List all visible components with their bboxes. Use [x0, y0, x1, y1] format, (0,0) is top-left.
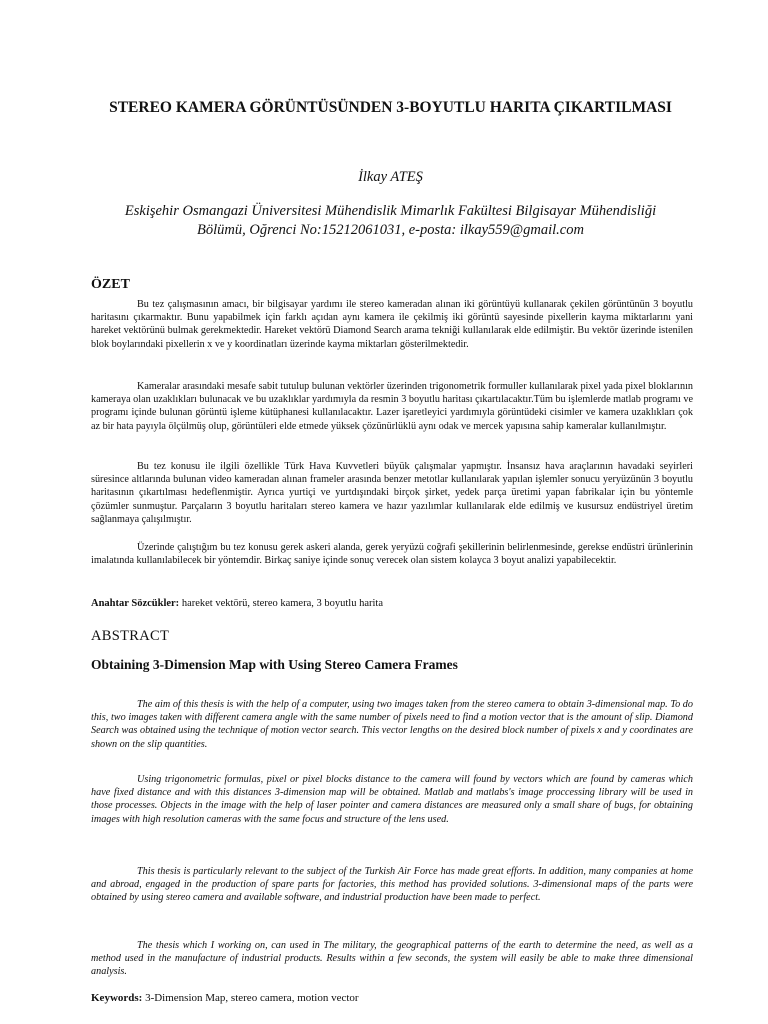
ozet-paragraph-4: Üzerinde çalıştığım bu tez konusu gerek askeri alanda, gerek yeryüzü coğrafi şekillerinin belirlenmesinde, gerekse endüstri ürünlerinin imalatında kullanılabilecek bir yöntemdir. Birkaç saniye içinde sonuç verecek olan sistem kolayca 3 boyut analizi yapabilecektir. [91, 542, 693, 567]
ozet-heading: ÖZET [91, 277, 130, 292]
ozet-paragraph-1: Bu tez çalışmasının amacı, bir bilgisayar yardımı ile stereo kameradan alınan iki görüntüyü kullanarak çekilen görüntünün 3 boyutlu haritasını çıkarmaktır. Bunu yapabilmek için farklı açıdan aynı kamera ile çekilmiş iki görüntü sayesinde pixellerin kayma miktarlarını yani hareket vektörünü bulmak gerekmektedir. Hareket vektörü Diamond Search arama tekniği kullanılarak elde edilmiştir. Bu vektör üzerinde istenilen blok boylarındaki pixellerin x ve y koordinatları üzerinde kayma miktarları gösterilmektedir. [91, 299, 693, 350]
abstract-paragraph-2: Using trigonometric formulas, pixel or pixel blocks distance to the camera will found by vectors which are found by cameras which have fixed distance and with this distances 3-dimension map will be obtained. Matlab and matlabs's image proccessing library will be used in those processes. Objects in the image with the help of laser pointer and camera distances are measured only a small share of bugs, for obtaining images with high resolution cameras with the same focus and structure of the lens used. [91, 774, 693, 825]
paper-title: STEREO KAMERA GÖRÜNTÜSÜNDEN 3-BOYUTLU HARITA ÇIKARTILMASI [109, 99, 672, 116]
ozet-keywords-label: Anahtar Sözcükler: [91, 598, 180, 609]
abstract-keywords-label: Keywords: [91, 992, 143, 1004]
abstract-heading: ABSTRACT [91, 628, 170, 644]
abstract-keywords [91, 992, 359, 1004]
ozet-keywords [91, 598, 383, 609]
author-affiliation [88, 202, 693, 240]
abstract-keywords-text: 3-Dimension Map, stereo camera, motion vector [145, 992, 359, 1004]
abstract-subtitle: Obtaining 3-Dimension Map with Using Stereo Camera Frames [91, 657, 458, 672]
ozet-paragraph-2: Kameralar arasındaki mesafe sabit tutulup bulunan vektörler üzerinden trigonometrik formuller kullanılarak pixel yada pixel bloklarının kameraya olan uzaklıkları bulunacak ve bu uzaklıklar yardımıyla da resmin 3 boyutlu haritası çıkartılacaktır.Tüm bu işlemlerde matlab programı ve programı içinde bulunan görüntü işleme kütüphanesi kullanılacaktır. Lazer işaretleyici yardımıyla görüntüdeki cisimler ve kamera uzaklıkları çok az bir hata payıyla ölçülmüş olup, görüntüleri elde etmede yüksek çözünürlüklü aynı odak ve mercek yapısına sahip kameralar kullanılmıştır. [91, 381, 693, 432]
abstract-paragraph-3: This thesis is particularly relevant to the subject of the Turkish Air Force has made great efforts. In addition, many companies at home and abroad, engaged in the production of spare parts for factories, this method has provided solutions. 3-dimensional maps of the parts were obtained by using stereo camera and available software, and industrial production have been made to perfect. [91, 866, 693, 904]
abstract-paragraph-1: The aim of this thesis is with the help of a computer, using two images taken from the stereo camera to obtain 3-dimensional map. To do this, two images taken with different camera angle with the same number of pixels need to find a motion vector that is the amount of slip. Diamond Search was obtained using the technique of motion vector search. This vector lengths on the desired block number of pixels x and y coordinates are shown on the slip quantities. [91, 699, 693, 750]
ozet-paragraph-3: Bu tez konusu ile ilgili özellikle Türk Hava Kuvvetleri büyük çalışmalar yapmıştır. İnsansız hava araçlarının havadaki seyirleri süresince altlarında bulunan video kameradan alınan frameler arasında benzer metotlar kullanılarak yapılan işlemler sonucu yeryüzünün 3 boyutlu haritasının çıkartılması hedeflenmiştir. Ayrıca yurtiçi ve yurtdışındaki birçok şirket, yedek parça üretimi yapan fabrikalar için bu yöntemle çözümler sunmuştur. Parçaların 3 boyutlu haritaları stereo kamera ve hazır yazılımlar kullanılarak elde edilmiş ve kusursuz endüstriyel üretim sağlanmaya çalışılmıştır. [91, 461, 693, 525]
affiliation-line-2: Bölümü, Oğrenci No:15212061031, e-posta: ilkay559@gmail.com [197, 222, 584, 238]
abstract-paragraph-4: The thesis which I working on, can used in The military, the geographical patterns of the earth to determine the need, as well as a method used in the manufacture of industrial products. Results within a few seconds, the system will easily be able to make three dimensional analysis. [91, 940, 693, 978]
ozet-keywords-text: hareket vektörü, stereo kamera, 3 boyutlu harita [181, 598, 383, 609]
author-name: İlkay ATEŞ [358, 169, 423, 185]
affiliation-line-1: Eskişehir Osmangazi Üniversitesi Mühendislik Mimarlık Fakültesi Bilgisayar Mühendisliği [124, 203, 657, 219]
